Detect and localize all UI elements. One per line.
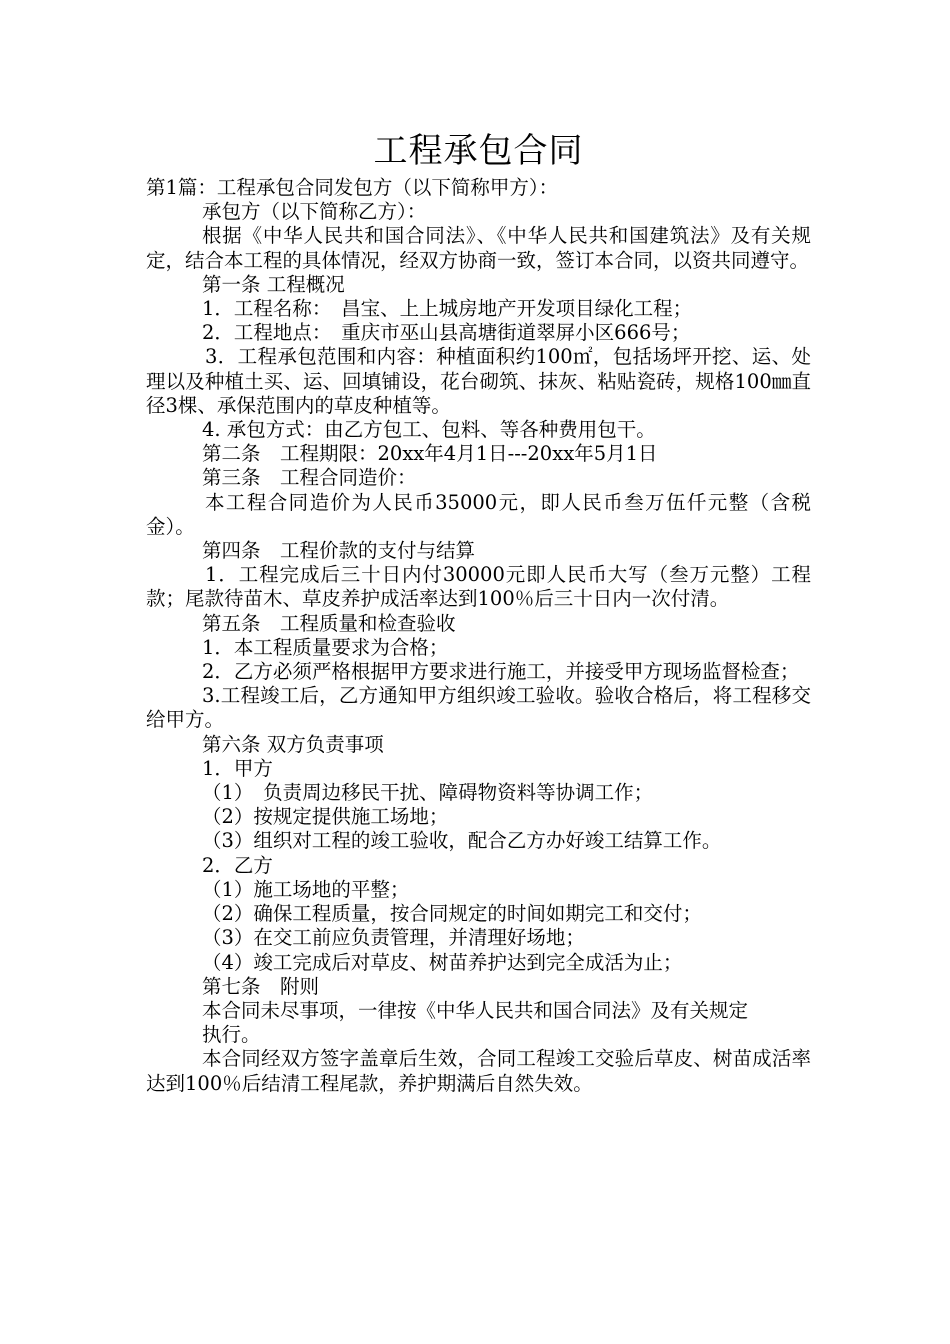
paragraph-23: （1）施工场地的平整； [202, 877, 410, 901]
paragraph-9: 第三条 工程合同造价： [202, 466, 417, 490]
paragraph-27: 第七条 附则 [202, 974, 320, 998]
paragraph-3: 第一条 工程概况 [202, 272, 345, 296]
paragraph-21: （3）组织对工程的竣工验收，配合乙方办好竣工结算工作。 [202, 829, 722, 853]
paragraph-24: （2）确保工程质量，按合同规定的时间如期完工和交付； [202, 902, 702, 926]
paragraph-14: 1．本工程质量要求为合格； [202, 635, 449, 659]
paragraph-17: 第六条 双方负责事项 [202, 732, 384, 756]
paragraph-10: 本工程合同造价为人民币35000元，即人民币叁万伍仟元整（含税金）。 [146, 490, 811, 538]
paragraph-5: 2．工程地点： 重庆市巫山县高塘街道翠屏小区666号； [202, 321, 691, 345]
document-title: 工程承包合同 [373, 131, 584, 171]
paragraph-13: 第五条 工程质量和检查验收 [202, 611, 456, 635]
paragraph-25: （3）在交工前应负责管理，并清理好场地； [202, 926, 585, 950]
paragraph-26: （4）竣工完成后对草皮、树苗养护达到完全成活为止； [202, 950, 683, 974]
paragraph-22: 2．乙方 [202, 853, 273, 877]
paragraph-18: 1．甲方 [202, 756, 273, 780]
paragraph-7: 4. 承包方式：由乙方包工、包料、等各种费用包干。 [202, 418, 656, 442]
paragraph-16: 3.工程竣工后，乙方通知甲方组织竣工验收。验收合格后，将工程移交给甲方。 [146, 684, 811, 732]
paragraph-12: 1．工程完成后三十日内付30000元即人民币大写（叁万元整）工程款；尾款待苗木、草皮养护成活率达到100％后三十日内一次付清。 [146, 563, 811, 611]
paragraph-19: （1） 负责周边移民干扰、障碍物资料等协调工作； [202, 781, 654, 805]
paragraph-2: 根据《中华人民共和国合同法》、《中华人民共和国建筑法》及有关规定，结合本工程的具体情况，经双方协商一致，签订本合同，以资共同遵守。 [146, 224, 811, 272]
paragraph-20: （2）按规定提供施工场地； [202, 805, 449, 829]
document-body [146, 176, 811, 1096]
paragraph-8: 第二条 工程期限：20xx年4月1日---20xx年5月1日 [202, 442, 658, 466]
contract-document [146, 128, 811, 1096]
paragraph-1: 承包方（以下简称乙方）： [202, 200, 427, 224]
paragraph-0: 第1篇：工程承包合同发包方（以下简称甲方）： [146, 176, 559, 199]
paragraph-29: 执行。 [202, 1023, 261, 1047]
paragraph-4: 1．工程名称： 昌宝、上上城房地产开发项目绿化工程； [202, 297, 693, 321]
paragraph-30: 本合同经双方签字盖章后生效，合同工程竣工交验后草皮、树苗成活率达到100％后结清工程尾款，养护期满后自然失效。 [146, 1047, 811, 1095]
paragraph-11: 第四条 工程价款的支付与结算 [202, 539, 476, 563]
paragraph-15: 2．乙方必须严格根据甲方要求进行施工，并接受甲方现场监督检查； [202, 660, 800, 684]
paragraph-6: 3．工程承包范围和内容：种植面积约100㎡，包括场坪开挖、运、处理以及种植土买、运、回填铺设，花台砌筑、抹灰、粘贴瓷砖，规格100㎜直径3棵、承保范围内的草皮种植等。 [146, 345, 811, 417]
paragraph-28: 本合同未尽事项，一律按《中华人民共和国合同法》及有关规定 [202, 998, 749, 1022]
